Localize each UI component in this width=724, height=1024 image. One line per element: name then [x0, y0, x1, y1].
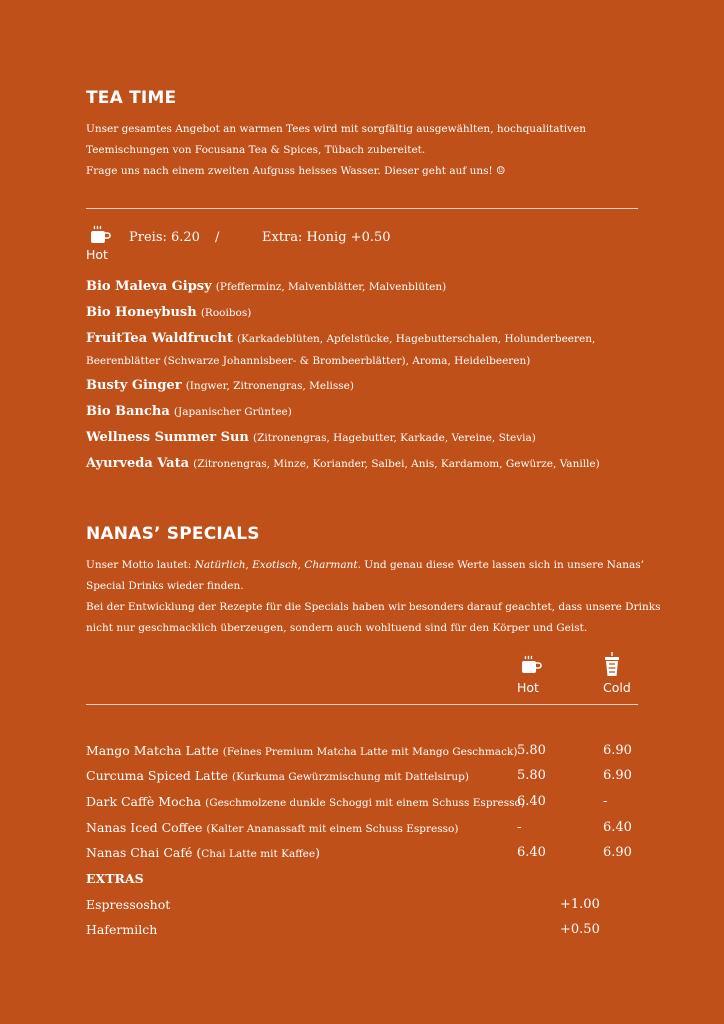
- specials-intro: [86, 555, 660, 639]
- cold-price: -: [603, 794, 608, 809]
- desc-open: (: [196, 845, 202, 860]
- hot-price: -: [517, 820, 522, 835]
- hot-price: 5.80: [517, 768, 546, 783]
- list-item: [86, 331, 595, 346]
- tea-name: Bio Maleva Gipsy: [86, 279, 212, 294]
- drink-name: Curcuma Spiced Latte: [86, 768, 229, 783]
- tea-name: FruitTea Waldfrucht: [86, 331, 233, 346]
- motto-values: Natürlich, Exotisch, Charmant: [194, 559, 358, 571]
- intro-line: [86, 555, 660, 576]
- motto-prefix: Unser Motto lautet:: [86, 559, 195, 571]
- divider: [86, 208, 638, 209]
- tea-name: Bio Honeybush: [86, 305, 197, 320]
- intro-line: nicht nur geschmacklich überzeugen, sondern auch wohltuend sind für den Körper und Geist.: [86, 622, 588, 634]
- specials-heading: NANAS’ SPECIALS: [86, 524, 260, 544]
- drink-desc: (Geschmolzene dunkle Schoggi mit einem Schuss Espresso): [205, 797, 525, 809]
- tea-desc: (Ingwer, Zitronengras, Melisse): [185, 380, 354, 392]
- iced-cup-icon: [604, 652, 620, 678]
- drink-desc: (Kalter Ananassaft mit einem Schuss Espresso): [206, 823, 459, 835]
- tea-name: Wellness Summer Sun: [86, 430, 249, 445]
- cold-price: 6.90: [603, 845, 632, 860]
- extras-heading: EXTRAS: [86, 871, 144, 886]
- tea-desc: (Zitronengras, Hagebutter, Karkade, Vereine, Stevia): [253, 432, 536, 444]
- hot-price: 6.40: [517, 845, 546, 860]
- drink-desc: Chai Latte mit Kaffee: [201, 848, 316, 860]
- extra-name: Hafermilch: [86, 922, 158, 937]
- desc-close: ): [315, 845, 320, 860]
- cold-price: 6.90: [603, 743, 632, 758]
- drink-name: Nanas Iced Coffee: [86, 820, 203, 835]
- intro-line: Teemischungen von Focusana Tea & Spices, Tübach zubereitet.: [86, 144, 426, 156]
- tea-desc: (Rooibos): [200, 307, 252, 319]
- table-row: [86, 845, 320, 860]
- tea-price: Preis: 6.20: [129, 230, 200, 245]
- table-row: [86, 743, 517, 758]
- tea-extra: Extra: Honig +0.50: [262, 230, 391, 245]
- hot-cup-icon: [89, 224, 111, 246]
- drink-name: Dark Caffè Mocha: [86, 794, 202, 809]
- price-separator: /: [215, 230, 220, 245]
- hot-price: 5.80: [517, 743, 546, 758]
- tea-desc: (Pfefferminz, Malvenblätter, Malvenblüten): [215, 281, 447, 293]
- drink-desc: (Kurkuma Gewürzmischung mit Dattelsirup): [232, 771, 469, 783]
- hot-cup-icon: [520, 654, 542, 676]
- tea-name: Ayurveda Vata: [86, 456, 190, 471]
- drink-name: Mango Matcha Latte: [86, 743, 219, 758]
- hot-label: Hot: [86, 247, 108, 262]
- tea-desc: (Japanischer Grüntee): [173, 406, 292, 418]
- list-item: [86, 378, 354, 393]
- table-row: [86, 794, 525, 809]
- extra-price: +0.50: [560, 922, 600, 937]
- tea-time-heading: TEA TIME: [86, 88, 177, 108]
- tea-desc: (Karkadeblüten, Apfelstücke, Hagebutterschalen, Holunderbeeren,: [236, 333, 596, 345]
- table-row: [86, 768, 469, 783]
- drink-desc: (Feines Premium Matcha Latte mit Mango Geschmack): [222, 746, 518, 758]
- cold-price: 6.40: [603, 820, 632, 835]
- tea-desc: (Zitronengras, Minze, Koriander, Salbei, Anis, Kardamom, Gewürze, Vanille): [193, 458, 600, 470]
- table-row: [86, 820, 458, 835]
- intro-line: Special Drinks wieder finden.: [86, 580, 244, 592]
- tea-time-intro: [86, 119, 586, 182]
- hot-price: 6.40: [517, 794, 546, 809]
- hot-column-label: Hot: [517, 680, 539, 695]
- intro-line: Bei der Entwicklung der Rezepte für die Specials haben wir besonders darauf geachtet, dass unsere Drinks: [86, 601, 661, 613]
- extra-price: +1.00: [560, 897, 600, 912]
- tea-name: Busty Ginger: [86, 378, 182, 393]
- cold-price: 6.90: [603, 768, 632, 783]
- list-item: [86, 305, 251, 320]
- extra-name: Espressoshot: [86, 897, 171, 912]
- drink-name: Nanas Chai Café: [86, 845, 193, 860]
- tea-name: Bio Bancha: [86, 404, 170, 419]
- list-item: [86, 456, 600, 471]
- tea-desc-continued: Beerenblätter (Schwarze Johannisbeer- & Brombeerblätter), Aroma, Heidelbeeren): [86, 355, 531, 367]
- list-item: [86, 430, 536, 445]
- list-item: [86, 404, 292, 419]
- cold-column-label: Cold: [603, 680, 631, 695]
- divider: [86, 704, 638, 705]
- motto-suffix: . Und genau diese Werte lassen sich in unsere Nanas’: [357, 559, 644, 571]
- intro-line: Unser gesamtes Angebot an warmen Tees wird mit sorgfältig ausgewählten, hochqualitativen: [86, 123, 587, 135]
- list-item: [86, 279, 446, 294]
- intro-line: Frage uns nach einem zweiten Aufguss heisses Wasser. Dieser geht auf uns! ☺: [86, 165, 506, 177]
